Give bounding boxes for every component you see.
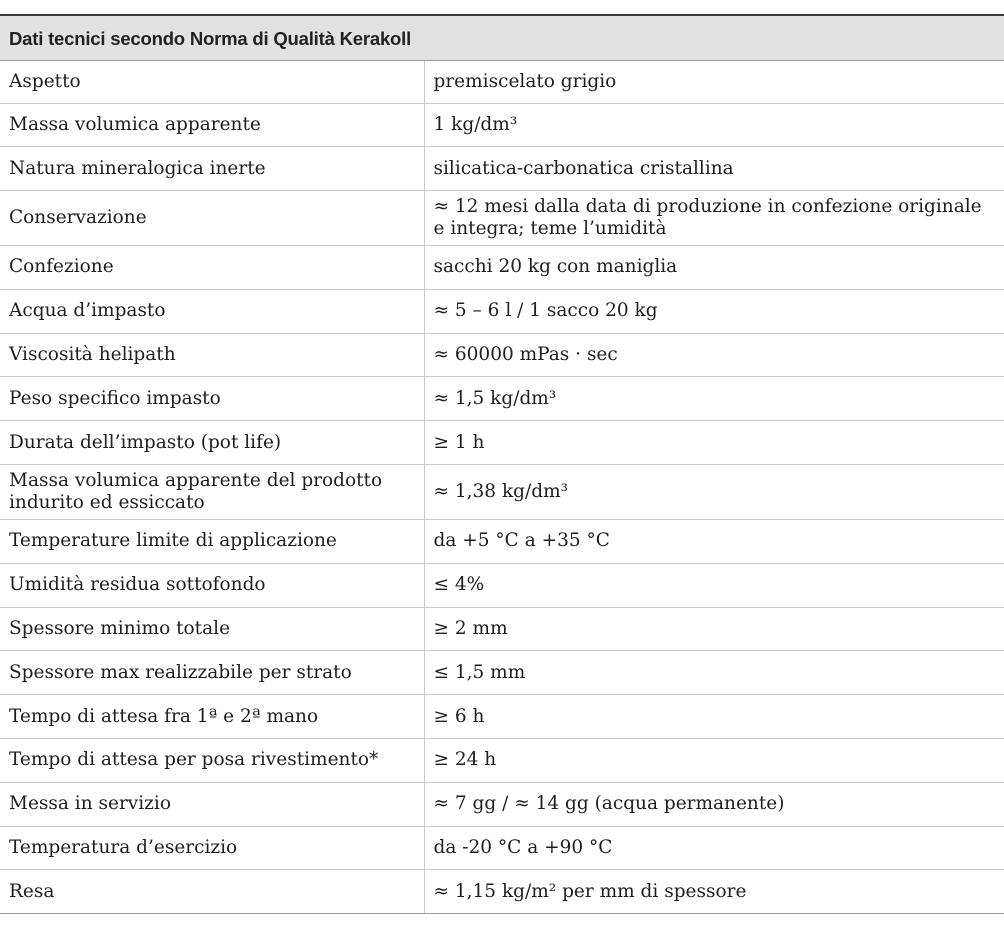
row-label: Acqua d’impasto [0, 289, 424, 333]
row-value: sacchi 20 kg con maniglia [424, 246, 1004, 290]
row-label: Massa volumica apparente [0, 103, 424, 147]
table-row [0, 520, 1004, 564]
row-value: silicatica-carbonatica cristallina [424, 147, 1004, 191]
row-label: Umidità residua sottofondo [0, 563, 424, 607]
table-row [0, 246, 1004, 290]
row-value: ≥ 1 h [424, 421, 1004, 465]
row-value: ≈ 1,38 kg/dm³ [424, 465, 1004, 520]
table-row [0, 377, 1004, 421]
row-value: ≈ 1,15 kg/m² per mm di spessore [424, 870, 1004, 914]
row-label: Temperature limite di applicazione [0, 520, 424, 564]
row-value: ≥ 2 mm [424, 607, 1004, 651]
row-label: Durata dell’impasto (pot life) [0, 421, 424, 465]
row-value: ≤ 1,5 mm [424, 651, 1004, 695]
row-label: Aspetto [0, 61, 424, 103]
table-row [0, 695, 1004, 739]
row-value: ≈ 1,5 kg/dm³ [424, 377, 1004, 421]
row-value: da +5 °C a +35 °C [424, 520, 1004, 564]
row-label: Spessore max realizzabile per strato [0, 651, 424, 695]
table-row [0, 103, 1004, 147]
row-value: premiscelato grigio [424, 61, 1004, 103]
table-row [0, 607, 1004, 651]
table-row [0, 147, 1004, 191]
row-label: Conservazione [0, 191, 424, 246]
table-row [0, 61, 1004, 103]
row-value: ≈ 5 – 6 l / 1 sacco 20 kg [424, 289, 1004, 333]
row-label: Spessore minimo totale [0, 607, 424, 651]
row-value: da -20 °C a +90 °C [424, 826, 1004, 870]
row-label: Messa in servizio [0, 782, 424, 826]
table-row [0, 739, 1004, 783]
row-label: Tempo di attesa fra 1ª e 2ª mano [0, 695, 424, 739]
row-label: Resa [0, 870, 424, 914]
table-row [0, 333, 1004, 377]
row-value: ≈ 7 gg / ≈ 14 gg (acqua permanente) [424, 782, 1004, 826]
table-row [0, 563, 1004, 607]
row-label: Confezione [0, 246, 424, 290]
table-row [0, 465, 1004, 520]
technical-data-table [0, 61, 1004, 914]
row-label: Massa volumica apparente del prodotto indurito ed essiccato [0, 465, 424, 520]
row-label: Temperatura d’esercizio [0, 826, 424, 870]
row-label: Viscosità helipath [0, 333, 424, 377]
row-label: Peso specifico impasto [0, 377, 424, 421]
table-row [0, 651, 1004, 695]
table-title: Dati tecnici secondo Norma di Qualità Kerakoll [9, 28, 412, 49]
table-header [0, 16, 1004, 61]
row-value: 1 kg/dm³ [424, 103, 1004, 147]
table-row [0, 191, 1004, 246]
table-row [0, 826, 1004, 870]
row-label: Natura mineralogica inerte [0, 147, 424, 191]
row-label: Tempo di attesa per posa rivestimento* [0, 739, 424, 783]
row-value: ≈ 12 mesi dalla data di produzione in confezione originale e integra; teme l’umidità [424, 191, 1004, 246]
table-row [0, 289, 1004, 333]
row-value: ≈ 60000 mPas · sec [424, 333, 1004, 377]
row-value: ≥ 24 h [424, 739, 1004, 783]
row-value: ≥ 6 h [424, 695, 1004, 739]
table-row [0, 421, 1004, 465]
row-value: ≤ 4% [424, 563, 1004, 607]
table-row [0, 782, 1004, 826]
table-row [0, 870, 1004, 914]
